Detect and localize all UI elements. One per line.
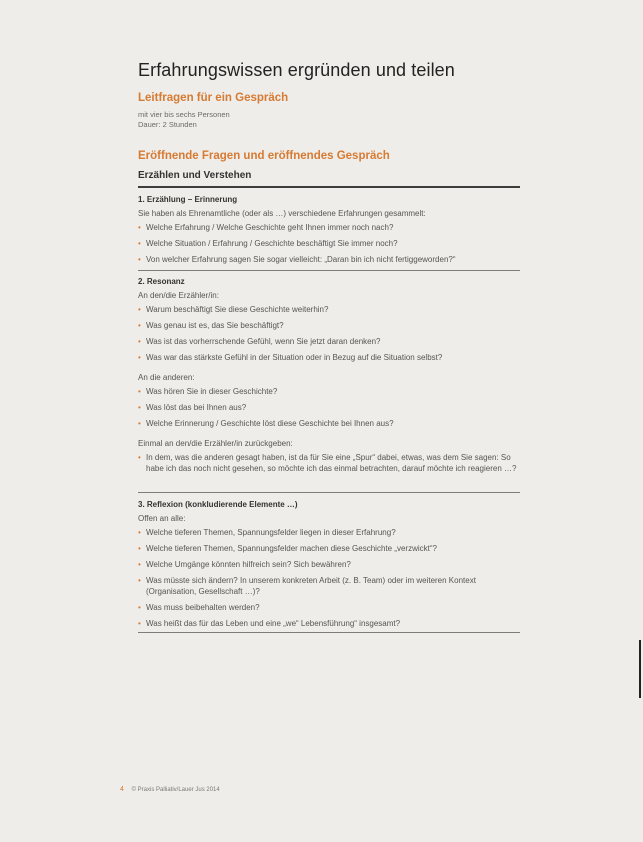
section-title: Eröffnende Fragen und eröffnendes Gespräch: [138, 150, 390, 162]
question-item: • Von welcher Erfahrung sagen Sie sogar vielleicht: „Daran bin ich nicht fertiggeworden?“: [138, 254, 528, 265]
question-item: • Was heißt das für das Leben und eine „we“ Lebensführung“ insgesamt?: [138, 618, 528, 629]
block-lead: Offen an alle:: [138, 514, 186, 523]
question-item: • Was genau ist es, das Sie beschäftigt?: [138, 320, 528, 331]
block-lead: An den/die Erzähler/in:: [138, 291, 219, 300]
question-list: [138, 452, 528, 474]
scan-edge-mark: [639, 640, 641, 698]
block-title: 1. Erzählung – Erinnerung: [138, 195, 238, 204]
footer-text: © Praxis Palliativ/Lauer Jus 2014: [131, 787, 220, 793]
block-title: 3. Reflexion (konkludierende Elemente …): [138, 500, 298, 509]
question-list: [138, 386, 528, 429]
page-number: 4: [120, 786, 124, 793]
divider: [138, 186, 520, 188]
meta-participants: mit vier bis sechs Personen: [138, 110, 230, 119]
question-list: [138, 527, 528, 629]
question-item: • Was hören Sie in dieser Geschichte?: [138, 386, 528, 397]
question-item: • Was ist das vorherrschende Gefühl, wenn Sie jetzt daran denken?: [138, 336, 528, 347]
question-item: • Warum beschäftigt Sie diese Geschichte weiterhin?: [138, 304, 528, 315]
block-lead: An die anderen:: [138, 373, 195, 382]
divider: [138, 632, 520, 633]
page-footer: [120, 786, 220, 793]
block-title: 2. Resonanz: [138, 277, 185, 286]
question-block-1: [138, 195, 528, 270]
question-item: • Welche Erfahrung / Welche Geschichte geht Ihnen immer noch nach?: [138, 222, 528, 233]
question-item: • In dem, was die anderen gesagt haben, ist da für Sie eine „Spur“ dabei, etwas, was dem Sie sagen: So habe ich das noch nicht gesehen, so möchte ich das einmal betrachten, darauf möchte ich reagieren …?: [138, 452, 528, 474]
page-subtitle: Leitfragen für ein Gespräch: [138, 92, 289, 104]
question-item: • Welche tieferen Themen, Spannungsfelder liegen in dieser Erfahrung?: [138, 527, 528, 538]
divider: [138, 270, 520, 271]
question-item: • Welche Erinnerung / Geschichte löst diese Geschichte bei Ihnen aus?: [138, 418, 528, 429]
question-item: • Was löst das bei Ihnen aus?: [138, 402, 528, 413]
question-item: • Was müsste sich ändern? In unserem konkreten Arbeit (z. B. Team) oder im weiteren Kontext (Organisation, Gesellschaft …)?: [138, 575, 528, 597]
block-lead: Einmal an den/die Erzähler/in zurückgeben:: [138, 439, 293, 448]
question-item: • Was war das stärkste Gefühl in der Situation oder in Bezug auf die Situation selbst?: [138, 352, 528, 363]
question-list: [138, 222, 528, 265]
meta-duration: Dauer: 2 Stunden: [138, 120, 197, 129]
question-block-3: [138, 500, 528, 634]
question-list: [138, 304, 528, 363]
divider: [138, 492, 520, 493]
question-item: • Welche Umgänge könnten hilfreich sein? Sich bewähren?: [138, 559, 528, 570]
page-title: Erfahrungswissen ergründen und teilen: [138, 60, 455, 80]
question-item: • Was muss beibehalten werden?: [138, 602, 528, 613]
question-item: • Welche tieferen Themen, Spannungsfelder machen diese Geschichte „verzwickt“?: [138, 543, 528, 554]
block-lead: Sie haben als Ehrenamtliche (oder als …) verschiedene Erfahrungen gesammelt:: [138, 209, 426, 218]
subsection-title: Erzählen und Verstehen: [138, 170, 252, 181]
question-block-2: [138, 277, 528, 479]
question-item: • Welche Situation / Erfahrung / Geschichte beschäftigt Sie immer noch?: [138, 238, 528, 249]
